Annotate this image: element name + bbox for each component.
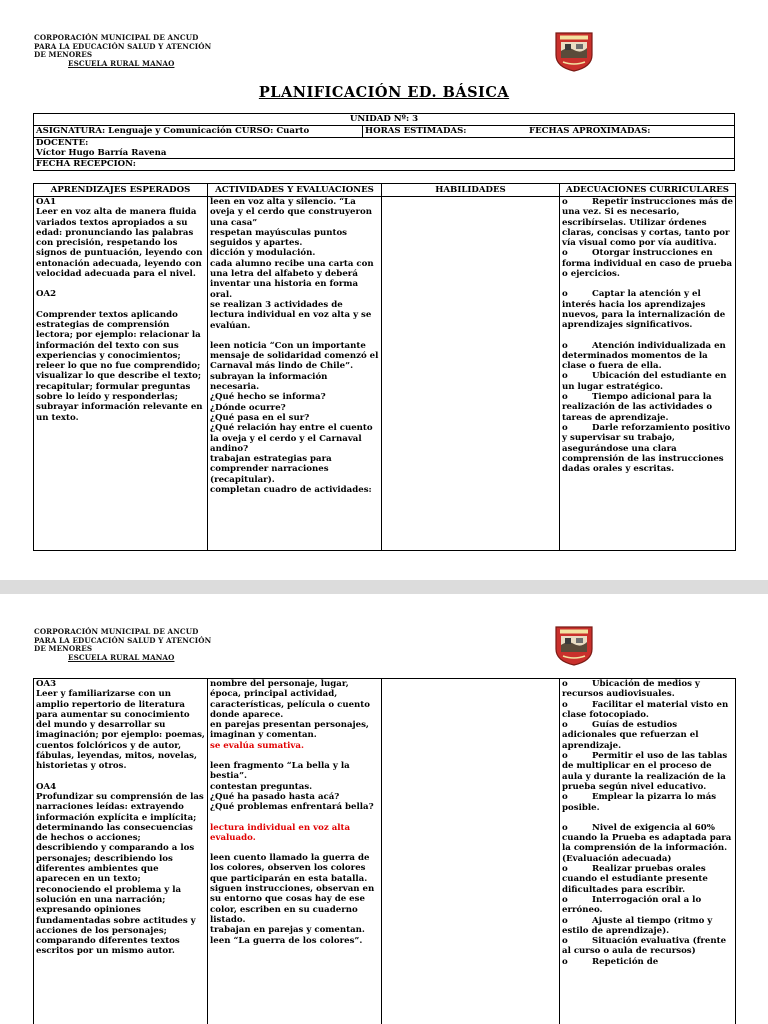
cell-paragraph: OA1: [36, 197, 57, 207]
cell-paragraph: leen “La guerra de los colores”.: [210, 935, 363, 946]
document-page-2: [0, 594, 768, 1024]
cell-paragraph: se realizan 3 actividades de lectura individual en voz alta y se evalúan.: [210, 299, 372, 331]
adecuaciones-cell: [560, 679, 736, 1024]
cell-paragraph: trabajan en parejas y comentan.: [210, 925, 365, 936]
cell-paragraph: lectura individual en voz alta evaluado.: [210, 822, 351, 843]
institution-header: [34, 34, 211, 68]
unidad-cell: UNIDAD Nº: 3: [34, 114, 735, 126]
adecuacion-text: Emplear la pizarra lo más posible.: [562, 792, 717, 813]
adecuacion-text: Realizar pruebas orales cuando el estudiante presente dificultades para escribir.: [562, 864, 708, 895]
adecuacion-text: Tiempo adicional para la realización de las actividades o tareas de aprendizaje.: [562, 392, 713, 423]
adecuacion-text: Darle reforzamiento positivo y supervisar su trabajo, asegurándose una clara comprensión de las instrucciones dadas orales y escritas.: [562, 422, 731, 475]
adecuacion-item: [562, 720, 733, 751]
header-line-3: DE MENORES: [34, 50, 93, 60]
cell-paragraph: [210, 813, 379, 823]
cell-paragraph: contestan preguntas.: [210, 781, 313, 792]
header-line-3: DE MENORES: [34, 644, 93, 654]
column-header: HABILIDADES: [382, 184, 560, 197]
bullet-icon: o: [562, 864, 568, 875]
table-row: [34, 197, 736, 551]
bullet-icon: o: [562, 248, 568, 259]
bullet-icon: o: [562, 197, 568, 207]
adecuacion-item: [562, 341, 733, 372]
cell-paragraph: [210, 331, 379, 341]
adecuacion-text: Ajuste al tiempo (ritmo y estilo de aprendizaje).: [562, 915, 713, 936]
header-line-2: PARA LA EDUCACIÓN SALUD Y ATENCIÓN: [34, 635, 212, 645]
cell-paragraph: OA4: [36, 781, 57, 792]
planning-table-1: [33, 183, 736, 551]
cell-paragraph: leen fragmento “La bella y la bestia”.: [210, 761, 350, 782]
habilidades-cell: [382, 197, 560, 551]
adecuacion-text: Atención individualizada en determinados momentos de la clase o fuera de ella.: [562, 340, 726, 372]
header-line-2: PARA LA EDUCACIÓN SALUD Y ATENCIÓN: [34, 41, 212, 51]
cell-paragraph: en parejas presentan personajes, imaginan y comentan.: [210, 720, 369, 741]
adecuacion-item: [562, 279, 733, 289]
adecuacion-item: [562, 792, 733, 813]
cell-paragraph: [210, 843, 379, 853]
fechas-cell: FECHAS APROXIMADAS:: [527, 126, 735, 138]
adecuacion-item: [562, 936, 733, 957]
cell-paragraph: OA2: [36, 289, 57, 300]
bullet-icon: o: [562, 371, 568, 382]
cell-paragraph: siguen instrucciones, observan en su entorno que cosas hay de ese color, escriben en su cuaderno listado.: [210, 884, 375, 925]
adecuacion-item: [562, 751, 733, 792]
cell-paragraph: nombre del personaje, lugar, época, principal actividad, características, película o cuento donde aparece.: [210, 679, 370, 720]
adecuacion-item: [562, 864, 733, 895]
bullet-icon: o: [562, 751, 568, 762]
school-logo-icon: [552, 623, 596, 667]
cell-paragraph: se evalúa sumativa.: [210, 740, 304, 751]
bullet-icon: o: [562, 392, 568, 403]
cell-paragraph: ¿Qué relación hay entre el cuento la oveja y el cerdo y el Carnaval andino?: [210, 423, 373, 454]
adecuacion-text: Situación evaluativa (frente al curso o aula de recursos): [562, 936, 727, 957]
adecuacion-text: Ubicación del estudiante en un lugar estratégico.: [562, 371, 727, 392]
adecuacion-text: Guías de estudios adicionales que refuerzan el aprendizaje.: [562, 720, 699, 751]
cell-paragraph: [36, 279, 205, 289]
cell-paragraph: [36, 772, 205, 782]
adecuacion-text: Captar la atención y el interés hacia los aprendizajes nuevos, para la internalización de aprendizajes significativos.: [562, 289, 726, 331]
adecuacion-item: [562, 331, 733, 341]
docente-cell: [34, 138, 735, 159]
cell-paragraph: leen en voz alta y silencio. “La oveja y el cerdo que construyeron una casa”: [210, 197, 373, 228]
fecha-recepcion-cell: FECHA RECEPCION:: [34, 159, 735, 171]
adecuacion-text: Repetir instrucciones más de una vez. Si es necesario, escribírselas. Utilizar órdenes claras, concisas y cortas, tanto por vía visual como por vía auditiva.: [562, 197, 733, 249]
adecuacion-item: [562, 700, 733, 721]
header-line-1: CORPORACIÓN MUNICIPAL DE ANCUD: [34, 33, 199, 42]
adecuacion-item: [562, 197, 733, 248]
cell-paragraph: ¿Dónde ocurre?: [210, 402, 286, 413]
adecuacion-text: Permitir el uso de las tablas de multiplicar en el proceso de aula y durante la realización de la prueba según nivel educativo.: [562, 751, 728, 792]
adecuacion-text: Facilitar el material visto en clase fotocopiado.: [562, 699, 729, 720]
bullet-icon: o: [562, 340, 568, 351]
actividades-cell: [208, 197, 382, 551]
cell-paragraph: cada alumno recibe una carta con una letra del alfabeto y deberá inventar una historia en forma oral.: [210, 258, 374, 300]
info-table: [33, 113, 735, 171]
horas-cell: HORAS ESTIMADAS:: [363, 126, 528, 138]
actividades-cell: [208, 679, 382, 1024]
docente-name: Víctor Hugo Barría Ravena: [36, 148, 167, 158]
cell-paragraph: ¿Qué problemas enfrentará bella?: [210, 802, 374, 813]
adecuacion-item: [562, 957, 733, 967]
cell-paragraph: respetan mayúsculas puntos seguidos y apartes.: [210, 227, 348, 249]
cell-paragraph: Leer en voz alta de manera fluida variados textos apropiados a su edad: pronunciando las palabras con precisión, respetando los signos de puntuación, leyendo con entonación adecuada, leyendo con velocidad adecuada para el nivel.: [36, 207, 203, 280]
cell-paragraph: ¿Qué hecho se informa?: [210, 392, 326, 403]
asignatura-cell: ASIGNATURA: Lenguaje y Comunicación CURSO: Cuarto: [34, 126, 363, 138]
aprendizajes-cell: [34, 679, 208, 1024]
adecuacion-item: [562, 679, 733, 700]
adecuacion-item: [562, 823, 733, 864]
cell-paragraph: [36, 300, 205, 310]
bullet-icon: o: [562, 422, 568, 433]
adecuacion-item: [562, 248, 733, 279]
adecuacion-item: [562, 916, 733, 937]
adecuaciones-cell: [560, 197, 736, 551]
adecuacion-item: [562, 371, 733, 392]
adecuacion-item: [562, 289, 733, 330]
bullet-icon: o: [562, 956, 568, 967]
bullet-icon: o: [562, 289, 568, 300]
document-title: PLANIFICACIÓN ED. BÁSICA: [258, 84, 510, 101]
cell-paragraph: trabajan estrategias para comprender narraciones (recapitular).: [210, 454, 332, 485]
bullet-icon: o: [562, 720, 568, 731]
docente-label: DOCENTE:: [36, 138, 89, 148]
table-row: [34, 679, 736, 1024]
habilidades-cell: [382, 679, 560, 1024]
adecuacion-item: [562, 423, 733, 474]
adecuacion-item: [562, 813, 733, 823]
bullet-icon: o: [562, 699, 568, 710]
cell-paragraph: ¿Qué pasa en el sur?: [210, 412, 310, 423]
cell-paragraph: subrayan la información necesaria.: [210, 371, 328, 393]
column-header: ACTIVIDADES Y EVALUACIONES: [208, 184, 382, 197]
adecuacion-item: [562, 895, 733, 916]
cell-paragraph: Profundizar su comprensión de las narraciones leídas: extrayendo información explícita e implícita; determinando las consecuencias de hechos o acciones; describiendo y comparando a los personajes; describiendo los diferentes ambientes que aparecen en un texto; reconociendo el problema y la solución en una narración; expresando opiniones fundamentadas sobre actitudes y acciones de los personajes; comparando diferentes textos escritos por un mismo autor.: [36, 791, 204, 957]
cell-paragraph: Leer y familiarizarse con un amplio repertorio de literatura para aumentar su conocimiento del mundo y desarrollar su imaginación; por ejemplo: poemas, cuentos folclóricos y de autor, fábulas, leyendas, mitos, novelas, historietas y otros.: [36, 689, 205, 772]
institution-header: [34, 628, 211, 662]
bullet-icon: o: [562, 822, 568, 833]
adecuacion-text: Interrogación oral a lo erróneo.: [562, 894, 702, 916]
school-logo-icon: [552, 29, 596, 73]
cell-paragraph: dicción y modulación.: [210, 248, 316, 259]
bullet-icon: o: [562, 915, 568, 926]
bullet-icon: o: [562, 894, 568, 905]
cell-paragraph: [210, 751, 379, 761]
adecuacion-text: Ubicación de medios y recursos audiovisuales.: [562, 679, 700, 700]
cell-paragraph: OA3: [36, 679, 57, 689]
cell-paragraph: leen cuento llamado la guerra de los colores, observen los colores que participarán en esta batalla.: [210, 853, 370, 884]
aprendizajes-cell: [34, 197, 208, 551]
column-header: APRENDIZAJES ESPERADOS: [34, 184, 208, 197]
bullet-icon: o: [562, 936, 568, 947]
adecuacion-item: [562, 392, 733, 423]
planning-table-2: [33, 678, 736, 1024]
adecuacion-text: Nivel de exigencia al 60% cuando la Prueba es adaptada para la comprensión de la información.(Evaluación adecuada): [562, 822, 732, 864]
cell-paragraph: ¿Qué ha pasado hasta acá?: [210, 791, 340, 802]
bullet-icon: o: [562, 792, 568, 803]
adecuacion-text: Otorgar instrucciones en forma individual en caso de prueba o ejercicios.: [562, 248, 733, 280]
school-name: ESCUELA RURAL MANAO: [68, 652, 175, 662]
adecuacion-text: Repetición de: [592, 956, 659, 967]
cell-paragraph: leen noticia “Con un importante mensaje de solidaridad comenzó el Carnaval más lindo de Chile”.: [210, 340, 379, 372]
bullet-icon: o: [562, 679, 568, 689]
column-header: ADECUACIONES CURRICULARES: [560, 184, 736, 197]
cell-paragraph: completan cuadro de actividades:: [210, 485, 372, 496]
cell-paragraph: Comprender textos aplicando estrategias de comprensión lectora; por ejemplo: relacionar la información del texto con sus experiencias y conocimientos; releer lo que no fue comprendido; visualizar lo que describe el texto; recapitular; formular preguntas sobre lo leído y responderlas; subrayar información relevante en un texto.: [36, 309, 203, 423]
column-header-row: [34, 184, 736, 197]
header-line-1: CORPORACIÓN MUNICIPAL DE ANCUD: [34, 627, 199, 636]
school-name: ESCUELA RURAL MANAO: [68, 58, 175, 68]
